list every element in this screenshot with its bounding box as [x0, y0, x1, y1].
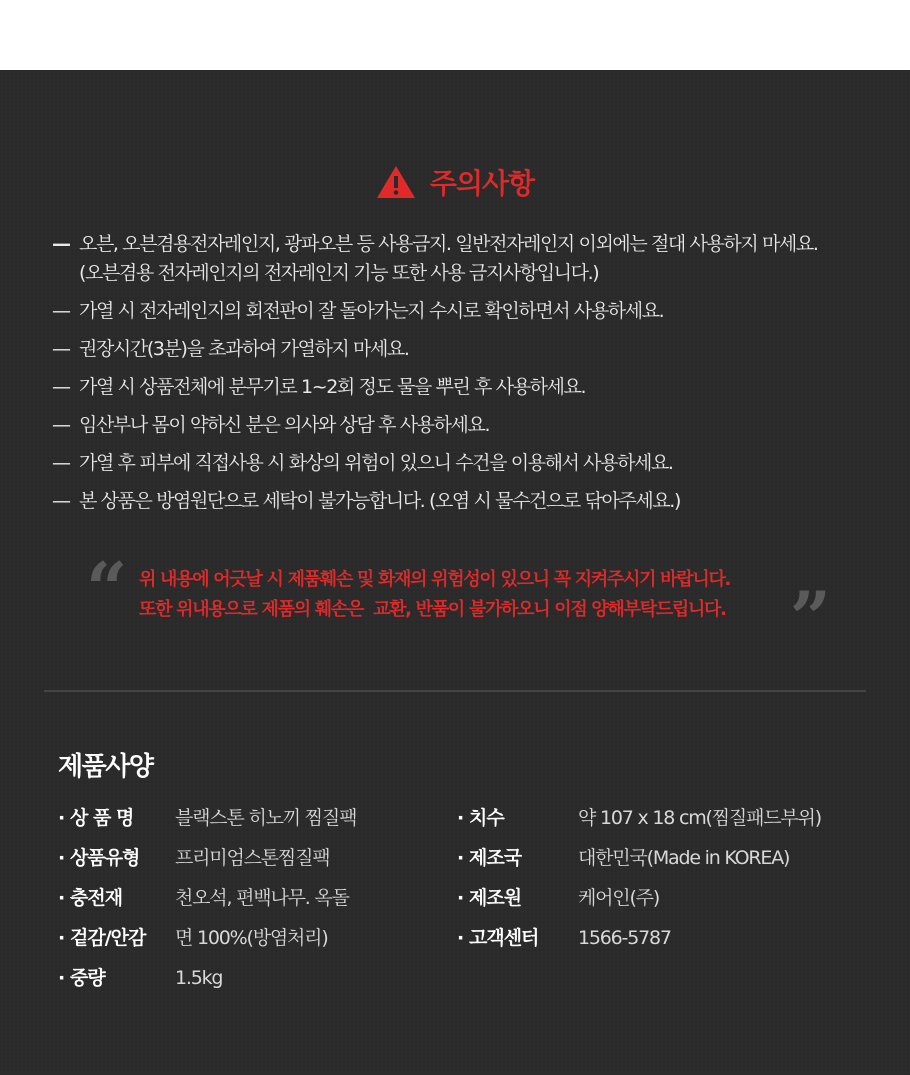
caution-item [52, 297, 882, 326]
notice-line-2: 또한 위내용으로 제품의 훼손은 교환, 반품이 불가하오니 이점 양해부탁드립니다. [139, 599, 726, 620]
spec-row [457, 805, 857, 845]
spec-label: 중량 [70, 967, 105, 989]
caution-item-text: 가열 시 상품전체에 분무기로 1~2회 정도 물을 뿌린 후 사용하세요. [79, 376, 586, 398]
spec-label: 제조국 [469, 847, 522, 869]
spec-value: 대한민국(Made in KOREA) [578, 847, 790, 869]
spec-row [457, 925, 857, 965]
spec-value: 1566-5787 [578, 927, 671, 949]
bullet-icon: · [457, 927, 464, 949]
caution-header [0, 162, 910, 202]
spec-row [58, 925, 458, 965]
spec-value: 프리미엄스톤찜질팩 [175, 847, 330, 869]
notice-quote [86, 546, 831, 660]
bullet-icon: · [58, 847, 65, 869]
caution-item-text: (오븐겸용 전자레인지의 전자레인지 기능 또한 사용 금지사항입니다.) [79, 262, 599, 284]
dash-icon: — [52, 414, 70, 436]
caution-item-text: 오븐, 오븐겸용전자레인지, 광파오븐 등 사용금지. 일반전자레인지 이외에는 절대 사용하지 마세요. [79, 233, 818, 255]
caution-item-text: 가열 시 전자레인지의 회전판이 잘 돌아가는지 수시로 확인하면서 사용하세요. [79, 300, 664, 322]
product-info-panel [0, 70, 910, 1075]
bullet-icon: · [457, 847, 464, 869]
dash-icon: — [52, 338, 70, 360]
caution-list [52, 230, 882, 525]
caution-item-text: 본 상품은 방염원단으로 세탁이 불가능합니다. (오염 시 물수건으로 닦아주세요.) [79, 490, 680, 512]
warning-triangle-icon [376, 165, 416, 199]
top-white-margin [0, 0, 910, 70]
spec-row [457, 885, 857, 925]
spec-label: 상 품 명 [70, 807, 134, 829]
dash-icon: — [52, 376, 70, 398]
bullet-icon: · [58, 807, 65, 829]
dash-icon: — [52, 300, 70, 322]
spec-label: 제조원 [469, 887, 522, 909]
open-quote-icon: “ [86, 546, 128, 631]
spec-column-left [58, 805, 458, 1005]
dash-icon: — [52, 452, 70, 474]
spec-row [457, 845, 857, 885]
spec-label: 겉감/안감 [70, 927, 146, 949]
spec-label: 충전재 [70, 887, 123, 909]
spec-row [58, 845, 458, 885]
dash-icon: — [52, 490, 70, 512]
notice-line-1: 위 내용에 어긋날 시 제품훼손 및 화재의 위험성이 있으니 꼭 지켜주시기 바랍니다. [139, 569, 731, 590]
caution-item [52, 449, 882, 478]
caution-item [52, 230, 882, 288]
caution-item-text: 임산부나 몸이 약하신 분은 의사와 상담 후 사용하세요. [79, 414, 490, 436]
spec-label: 고객센터 [469, 927, 539, 949]
bullet-icon: · [58, 887, 65, 909]
spec-row [58, 885, 458, 925]
bullet-icon: · [457, 807, 464, 829]
bullet-icon: · [58, 967, 65, 989]
bullet-icon: · [457, 887, 464, 909]
spec-value: 면 100%(방염처리) [175, 927, 328, 949]
spec-label: 치수 [469, 807, 504, 829]
spec-value: 블랙스톤 히노끼 찜질팩 [175, 807, 357, 829]
caution-item [52, 487, 882, 516]
spec-column-right [457, 805, 857, 965]
close-quote-icon: ” [789, 575, 831, 660]
caution-item [52, 411, 882, 440]
caution-item-text: 권장시간(3분)을 초과하여 가열하지 마세요. [79, 338, 409, 360]
caution-item [52, 373, 882, 402]
spec-value: 케어인(주) [578, 887, 660, 909]
section-divider [44, 690, 866, 692]
spec-title: 제품사양 [58, 752, 153, 782]
caution-item [52, 335, 882, 364]
dash-icon: — [52, 233, 70, 255]
spec-label: 상품유형 [70, 847, 140, 869]
caution-item-text: 가열 후 피부에 직접사용 시 화상의 위험이 있으니 수건을 이용해서 사용하세요. [79, 452, 673, 474]
spec-value: 약 107 x 18 cm(찜질패드부위) [578, 807, 821, 829]
spec-row [58, 965, 458, 1005]
spec-row [58, 805, 458, 845]
bullet-icon: · [58, 927, 65, 949]
caution-title: 주의사항 [429, 167, 535, 200]
spec-value: 천오석, 편백나무. 옥돌 [175, 887, 349, 909]
spec-value: 1.5kg [175, 967, 223, 989]
